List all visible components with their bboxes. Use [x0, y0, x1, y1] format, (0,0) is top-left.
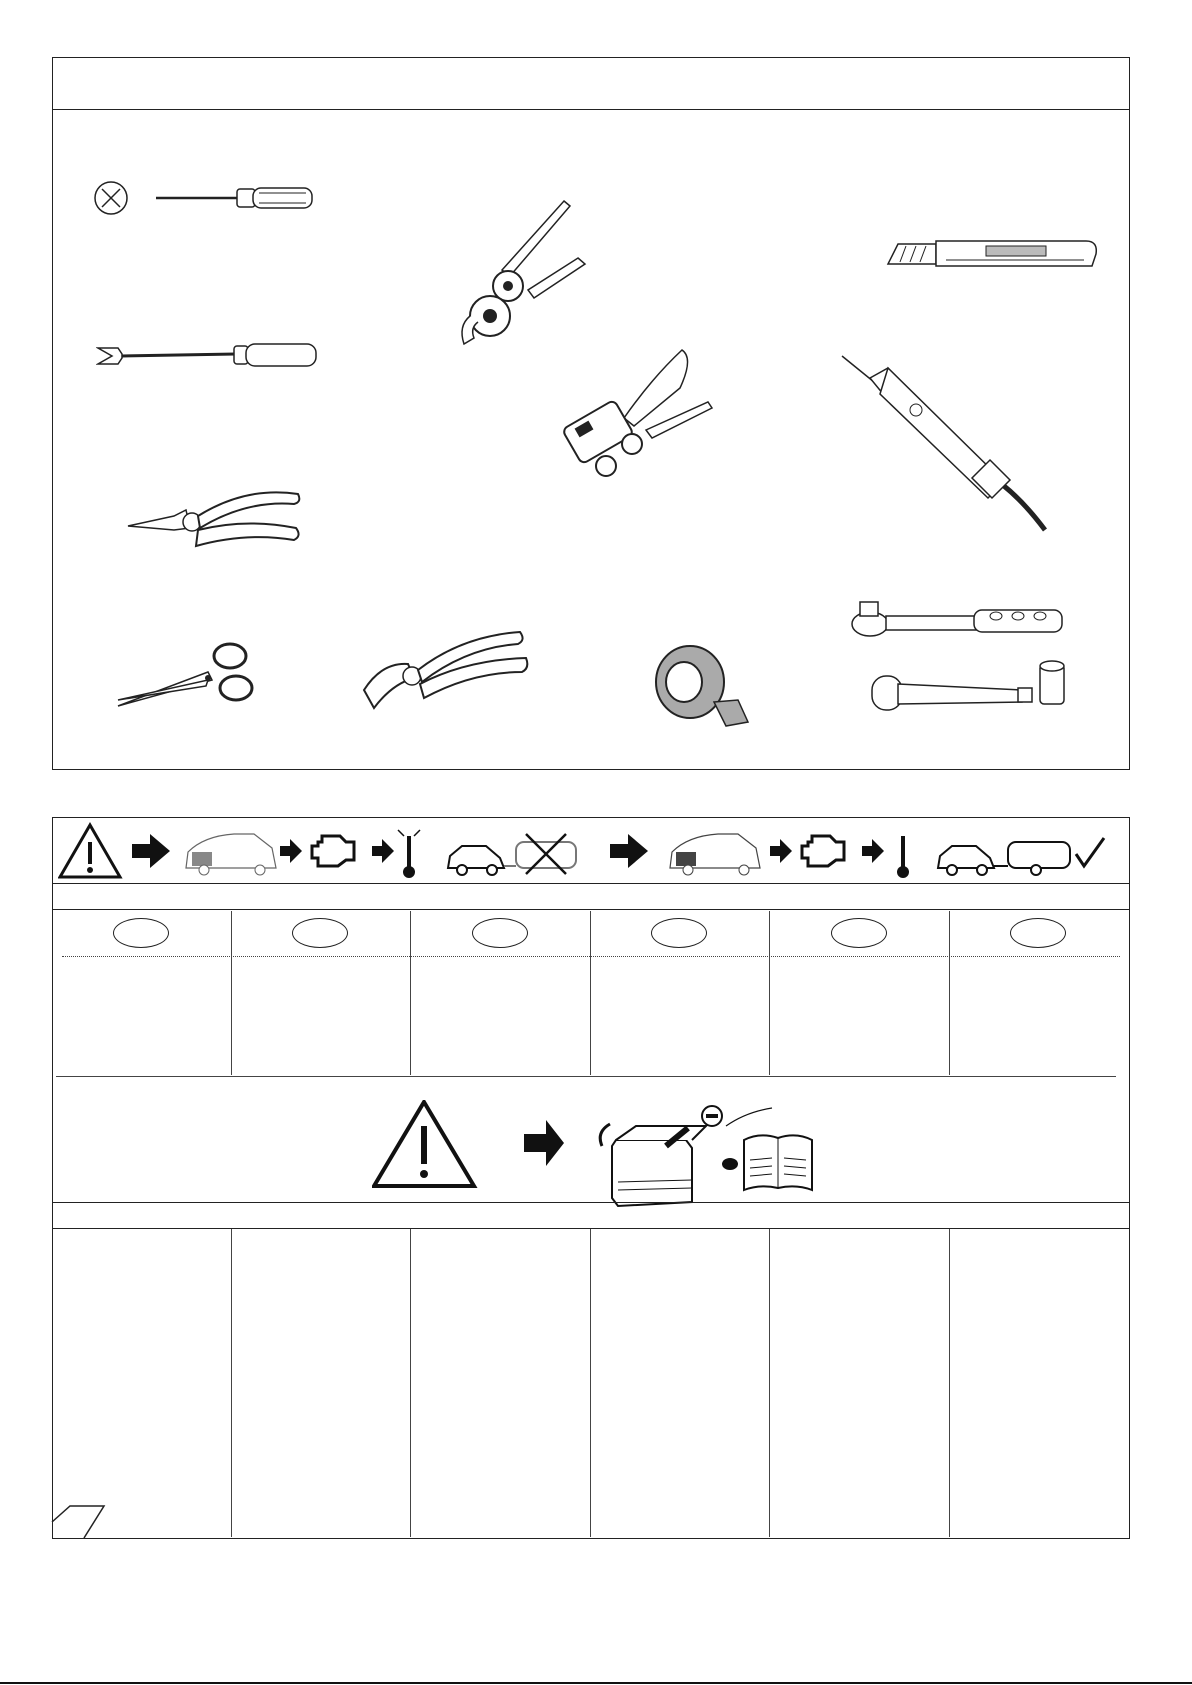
socket-extension-icon — [868, 658, 1068, 716]
language-code-oval — [831, 918, 887, 948]
temperature-icon — [897, 836, 909, 878]
column-divider — [410, 911, 411, 1075]
car-trailer-check-icon — [938, 838, 1104, 875]
tools-panel-header — [53, 58, 1129, 110]
column-divider — [769, 911, 770, 1075]
language-code-oval — [113, 918, 169, 948]
manual-icon — [722, 1135, 812, 1190]
language-code-oval — [292, 918, 348, 948]
folded-corner-mark — [50, 1502, 110, 1542]
section-header-bar — [52, 1202, 1130, 1229]
warning-triangle-icon — [60, 825, 120, 877]
dotted-divider — [62, 956, 1120, 957]
column-divider — [231, 1229, 232, 1537]
crimping-pliers-icon — [452, 198, 592, 353]
column-divider — [949, 1229, 950, 1537]
warning-triangle-icon — [374, 1102, 474, 1186]
torque-wrench-icon — [850, 600, 1070, 640]
column-divider — [410, 1229, 411, 1537]
trim-removal-tool-icon — [96, 336, 326, 376]
insulating-tape-icon — [654, 642, 754, 728]
utility-knife-icon — [886, 236, 1101, 271]
phillips-screwdriver-icon — [92, 178, 322, 218]
column-divider — [949, 911, 950, 1075]
circuit-tester-icon — [840, 352, 1050, 537]
battery-warning-row — [372, 1100, 822, 1210]
car-front-icon — [670, 834, 760, 875]
temperature-icon — [398, 830, 420, 878]
table-divider — [56, 1076, 1116, 1077]
column-divider — [231, 911, 232, 1075]
scissors-icon — [116, 640, 261, 712]
car-trailer-crossed-icon — [448, 834, 576, 875]
language-code-oval — [472, 918, 528, 948]
car-front-icon — [186, 834, 276, 875]
column-divider — [590, 1229, 591, 1537]
footer-line — [0, 1682, 1192, 1684]
wire-stripper-icon — [562, 348, 717, 488]
side-cutters-icon — [362, 628, 532, 714]
column-divider — [769, 1229, 770, 1537]
engine-icon — [802, 836, 844, 866]
engine-icon — [312, 836, 354, 866]
language-code-oval — [1010, 918, 1066, 948]
combination-pliers-icon — [126, 488, 306, 556]
column-divider — [590, 911, 591, 1075]
section-header-bar — [52, 883, 1130, 910]
warning-sequence-row — [58, 822, 1124, 880]
language-code-oval — [651, 918, 707, 948]
